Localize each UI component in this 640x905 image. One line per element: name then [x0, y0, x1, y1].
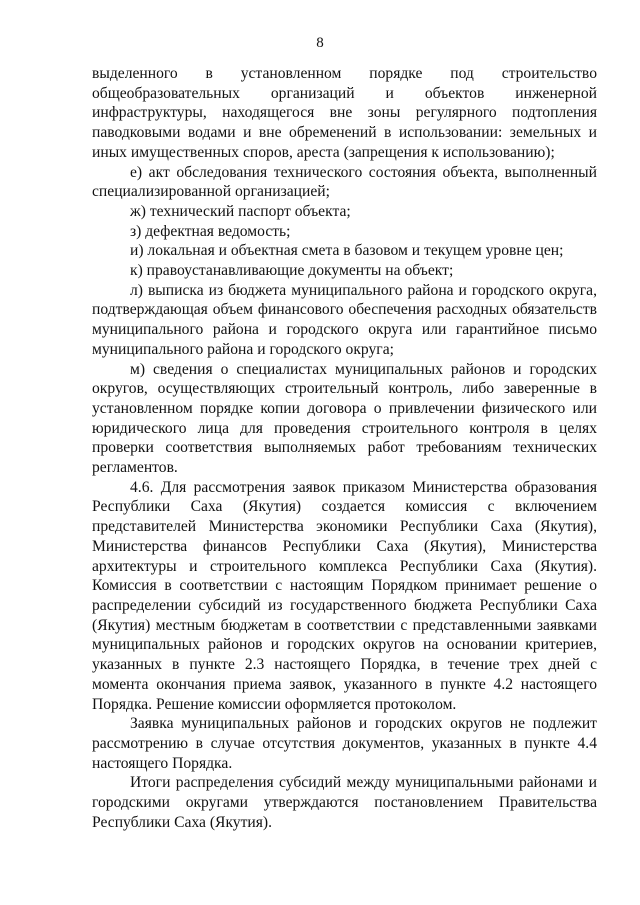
paragraph: выделенного в установленном порядке под строительство общеобразовательных организаций и объектов инженерной инфраструктуры, находящегося вне зоны регулярного подтопления паводковыми водами и вне обременений в использовании: земельных и иных имущественных споров, ареста (запрещения к использованию);	[92, 65, 597, 161]
list-item: и) локальная и объектная смета в базовом и текущем уровне цен;	[130, 242, 564, 260]
document-body	[92, 64, 597, 832]
list-item: з) дефектная ведомость;	[130, 222, 291, 240]
list-item: м) сведения о специалистах муниципальных районов и городских округов, осуществляющих строительный контроль, либо заверенные в установленном порядке копии договора о привлечении физического или юридического лица для проведения строительного контроля в целях проверки соответствия выполняемых работ требованиям технических регламентов.	[92, 360, 597, 477]
paragraph: Заявка муниципальных районов и городских округов не подлежит рассмотрению в случае отсутствия документов, указанных в пункте 4.4 настоящего Порядка.	[92, 715, 597, 772]
paragraph: 4.6. Для рассмотрения заявок приказом Министерства образования Республики Саха (Якутия) создается комиссия с включением представителей Министерства экономики Республики Саха (Якутия), Министерства финансов Республики Саха (Якутия), Министерства архитектуры и строительного комплекса Республики Саха (Якутия). Комиссия в соответствии с настоящим Порядком принимает решение о распределении субсидий из государственного бюджета Республики Саха (Якутия) местным бюджетам в соответствии с представленными заявками муниципальных районов и городских округов на основании критериев, указанных в пункте 2.3 настоящего Порядка, в течение трех дней с момента окончания приема заявок, указанного в пункте 4.2 настоящего Порядка. Решение комиссии оформляется протоколом.	[92, 478, 597, 713]
list-item: ж) технический паспорт объекта;	[130, 202, 351, 220]
paragraph: Итоги распределения субсидий между муниципальными районами и городскими округами утверждаются постановлением Правительства Республики Саха (Якутия).	[92, 774, 597, 831]
list-item: е) акт обследования технического состояния объекта, выполненный специализированной организацией;	[92, 163, 597, 201]
list-item: л) выписка из бюджета муниципального района и городского округа, подтверждающая объем финансового обеспечения расходных обязательств муниципального района и городского округа или гарантийное письмо муниципального района и городского округа;	[92, 281, 597, 358]
page-number: 8	[316, 35, 324, 51]
list-item: к) правоустанавливающие документы на объект;	[130, 262, 454, 280]
